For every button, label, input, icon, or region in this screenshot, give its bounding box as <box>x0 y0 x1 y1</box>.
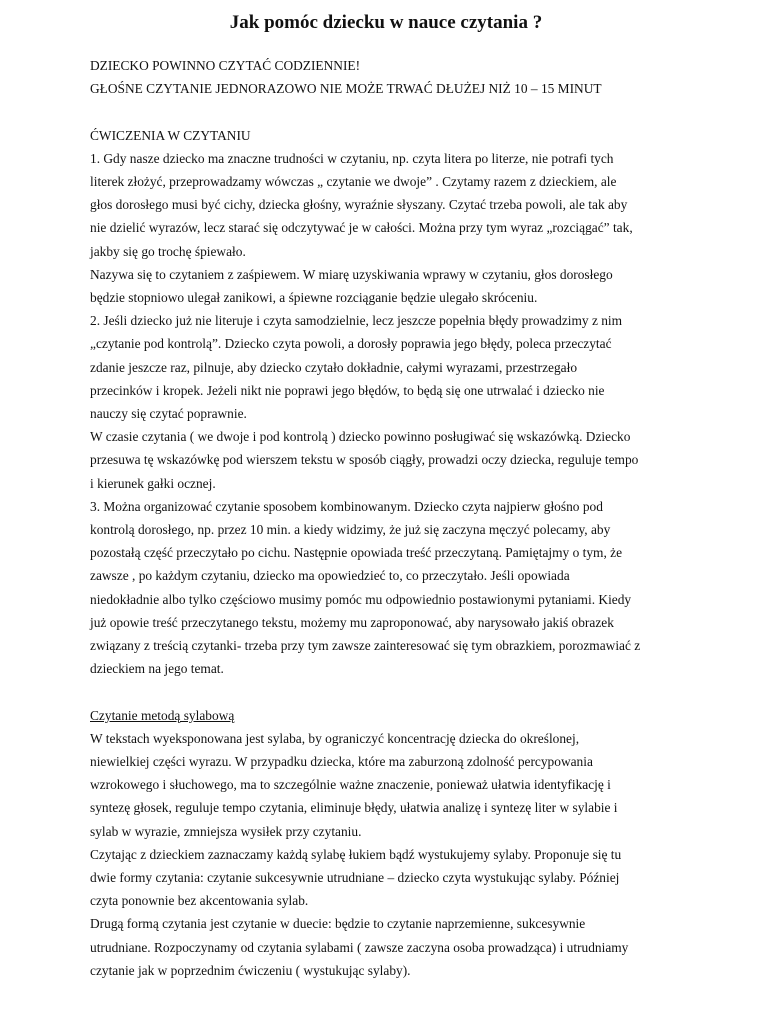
blank-line <box>90 100 682 123</box>
document-title: Jak pomóc dziecku w nauce czytania ? <box>229 12 543 33</box>
text-line: literek złożyć, przeprowadzamy wówczas „ czytanie we dwoje” . Czytamy razem z dzieckiem, ale <box>90 174 617 189</box>
text-line: związany z treścią czytanki- trzeba przy tym zawsze zainteresować się tym obrazkiem, porozmawiać z <box>90 638 641 654</box>
document-body <box>90 54 682 982</box>
text-line: czyta ponownie bez akcentowania sylab. <box>90 893 309 909</box>
text-line: sylab w wyrazie, zmniejsza wysiłek przy czytaniu. <box>90 823 362 839</box>
section-heading: Czytanie metodą sylabową <box>90 707 235 723</box>
text-line: już opowie treść przeczytanego tekstu, możemy mu zaproponować, aby narysowało jakiś obrazek <box>90 614 614 630</box>
text-line: syntezę głosek, reguluje tempo czytania, eliminuje błędy, ułatwia analizę i syntezę liter w sylabie i <box>90 800 618 816</box>
text-line: dwie formy czytania: czytanie sukcesywnie utrudniane – dziecko czyta wystukując sylaby. Później <box>90 870 620 886</box>
text-line: i kierunek gałki ocznej. <box>90 475 216 491</box>
text-line: W tekstach wyeksponowana jest sylaba, by ograniczyć koncentrację dziecka do określonej, <box>90 730 580 746</box>
text-line: kontrolą dorosłego, np. przez 10 min. a kiedy widzimy, że już się zaczyna męczyć polecamy, aby <box>90 522 611 538</box>
blank-line <box>90 680 682 703</box>
text-line: zdanie jeszcze raz, pilnuje, aby dziecko czytało dokładnie, całymi wyrazami, przestrzegało <box>90 359 578 375</box>
text-line: Drugą formą czytania jest czytanie w duecie: będzie to czytanie naprzemienne, sukcesywnie <box>90 916 586 932</box>
text-line: DZIECKO POWINNO CZYTAĆ CODZIENNIE! <box>90 58 361 73</box>
text-line: GŁOŚNE CZYTANIE JEDNORAZOWO NIE MOŻE TRWAĆ DŁUŻEJ NIŻ 10 – 15 MINUT <box>90 81 602 97</box>
text-line: dzieckiem na jego temat. <box>90 661 224 677</box>
text-line: przesuwa tę wskazówkę pod wierszem tekstu w sposób ciągły, prowadzi oczy dziecka, reguluje tempo <box>90 452 639 468</box>
text-line: przecinków i kropek. Jeżeli nikt nie poprawi jego błędów, to będą się one utrwalać i dziecko nie <box>90 382 605 398</box>
text-line: 2. Jeśli dziecko już nie literuje i czyta samodzielnie, lecz jeszcze popełnia błędy prowadzimy z nim <box>90 313 623 329</box>
text-line: zawsze , po każdym czytaniu, dziecko ma opowiedzieć to, co przeczytało. Jeśli opowiada <box>90 568 570 584</box>
text-line: nie dzielić wyrazów, lecz starać się odczytywać je w całości. Można przy tym wyraz „rozciągać” tak, <box>90 220 633 236</box>
text-line: Czytając z dzieckiem zaznaczamy każdą sylabę łukiem bądź wystukujemy sylaby. Proponuje się tu <box>90 846 622 862</box>
text-line: niedokładnie albo tylko częściowo musimy pomóc mu odpowiednio postawionymi pytaniami. Kiedy <box>90 591 632 607</box>
text-line: jakby się go trochę śpiewało. <box>90 243 246 259</box>
text-line: W czasie czytania ( we dwoje i pod kontrolą ) dziecko powinno posługiwać się wskazówką. Dziecko <box>90 429 631 445</box>
text-line: Nazywa się to czytaniem z zaśpiewem. W miarę uzyskiwania wprawy w czytaniu, głos dorosłego <box>90 266 613 282</box>
text-line: wzrokowego i słuchowego, ma to szczególnie ważne znaczenie, ponieważ ułatwia identyfikację i <box>90 777 611 793</box>
text-line: czytanie jak w poprzednim ćwiczeniu ( wystukując sylaby). <box>90 962 411 978</box>
text-line: niewielkiej części wyrazu. W przypadku dziecka, które ma zaburzoną zdolność percypowania <box>90 754 593 770</box>
text-line: utrudniane. Rozpoczynamy od czytania sylabami ( zawsze zaczyna osoba prowadząca) i utrudniamy <box>90 939 629 955</box>
text-line: głos dorosłego musi być cichy, dziecka głośny, wyraźnie słyszany. Czytać trzeba powoli, ale tak aby <box>90 197 628 213</box>
text-line: będzie stopniowo ulegał zanikowi, a śpiewne rozciąganie będzie ulegało skróceniu. <box>90 290 538 306</box>
text-line: pozostałą część przeczytało po cichu. Następnie opowiada treść przeczytaną. Pamiętajmy o tym, że <box>90 545 623 561</box>
text-line: ĆWICZENIA W CZYTANIU <box>90 127 251 143</box>
text-line: nauczy się czytać poprawnie. <box>90 406 247 422</box>
text-line: „czytanie pod kontrolą”. Dziecko czyta powoli, a dorosły poprawia jego błędy, poleca przeczytać <box>90 336 612 352</box>
text-line: 3. Można organizować czytanie sposobem kombinowanym. Dziecko czyta najpierw głośno pod <box>90 498 603 514</box>
text-line: 1. Gdy nasze dziecko ma znaczne trudności w czytaniu, np. czyta litera po literze, nie potrafi tych <box>90 150 614 166</box>
